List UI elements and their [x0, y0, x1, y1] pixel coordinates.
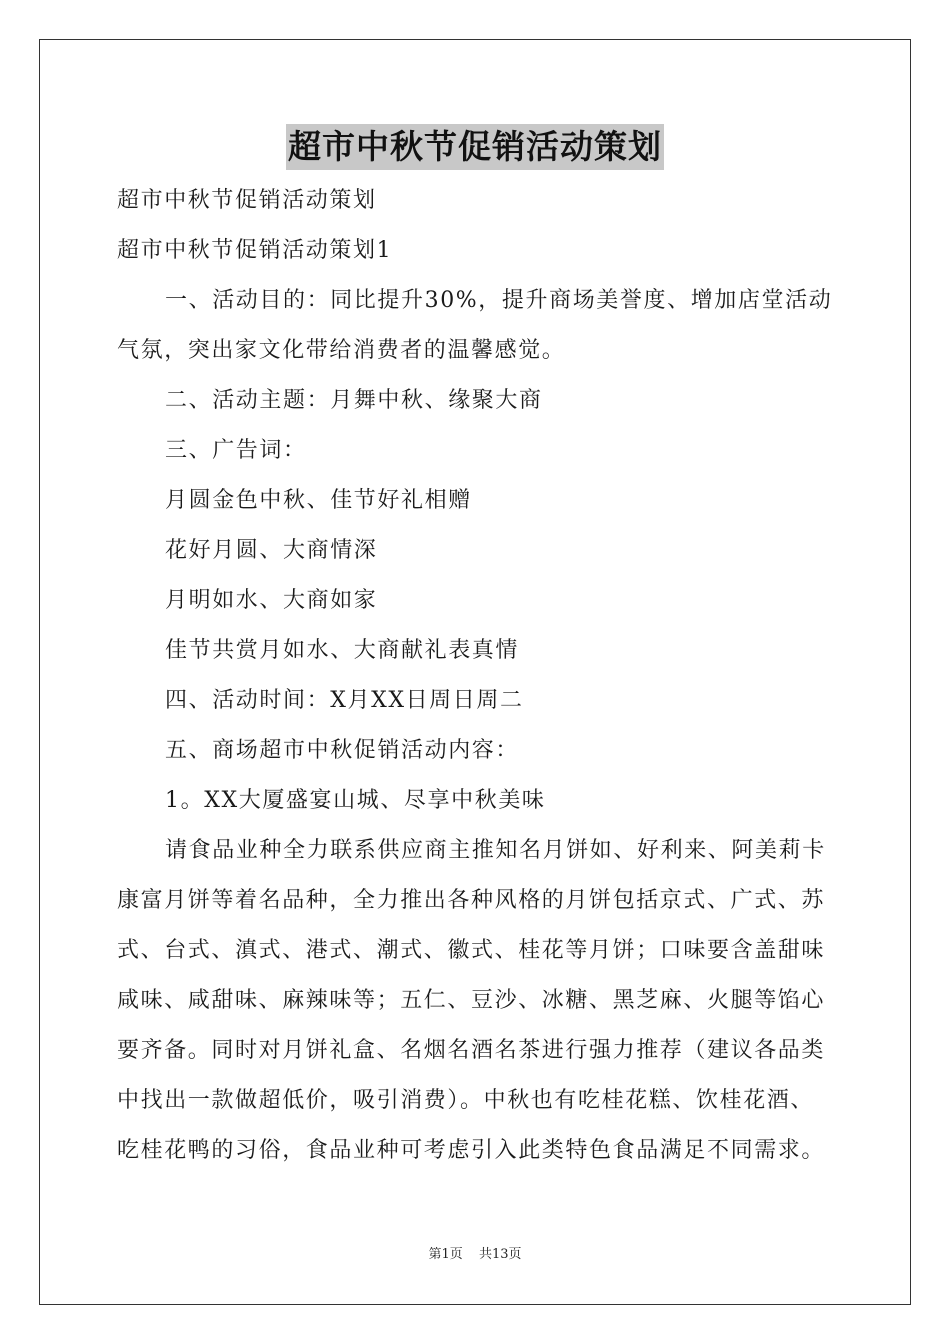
paragraph: 花好月圆、大商情深 — [165, 538, 378, 563]
paragraph: 一、活动目的：同比提升30%，提升商场美誉度、增加店堂活动气氛，突出家文化带给消费者的温馨感觉。 — [117, 288, 833, 363]
paragraph: 1。XX大厦盛宴山城、尽享中秋美味 — [165, 788, 546, 813]
page-total: 共13页 — [478, 1247, 522, 1262]
paragraph: 五、商场超市中秋促销活动内容： — [165, 738, 520, 763]
paragraph: 月圆金色中秋、佳节好礼相赠 — [165, 488, 472, 513]
page-footer — [0, 1246, 950, 1264]
paragraph: 超市中秋节促销活动策划 — [117, 188, 377, 213]
paragraph: 三、广告词： — [165, 438, 307, 463]
paragraph: 佳节共赏月如水、大商献礼表真情 — [165, 638, 520, 663]
title-container — [0, 124, 950, 170]
paragraph: 四、活动时间：X月XX日周日周二 — [165, 688, 524, 713]
page-number: 第1页 — [428, 1247, 463, 1262]
paragraph: 请食品业种全力联系供应商主推知名月饼如、好利来、阿美莉卡康富月饼等着名品种，全力推出各种风格的月饼包括京式、广式、苏式、台式、滇式、港式、潮式、徽式、桂花等月饼；口味要含盖甜味咸味、咸甜味、麻辣味等；五仁、豆沙、冰糖、黑芝麻、火腿等馅心要齐备。同时对月饼礼盒、名烟名酒名茶进行强力推荐（建议各品类中找出一款做超低价，吸引消费）。中秋也有吃桂花糕、饮桂花酒、吃桂花鸭的习俗，食品业种可考虑引入此类特色食品满足不同需求。 — [117, 838, 826, 1163]
paragraph: 二、活动主题：月舞中秋、缘聚大商 — [165, 388, 543, 413]
paragraph: 月明如水、大商如家 — [165, 588, 378, 613]
document-title: 超市中秋节促销活动策划 — [286, 124, 664, 170]
paragraph: 超市中秋节促销活动策划1 — [117, 238, 393, 263]
document-body — [117, 176, 833, 1176]
